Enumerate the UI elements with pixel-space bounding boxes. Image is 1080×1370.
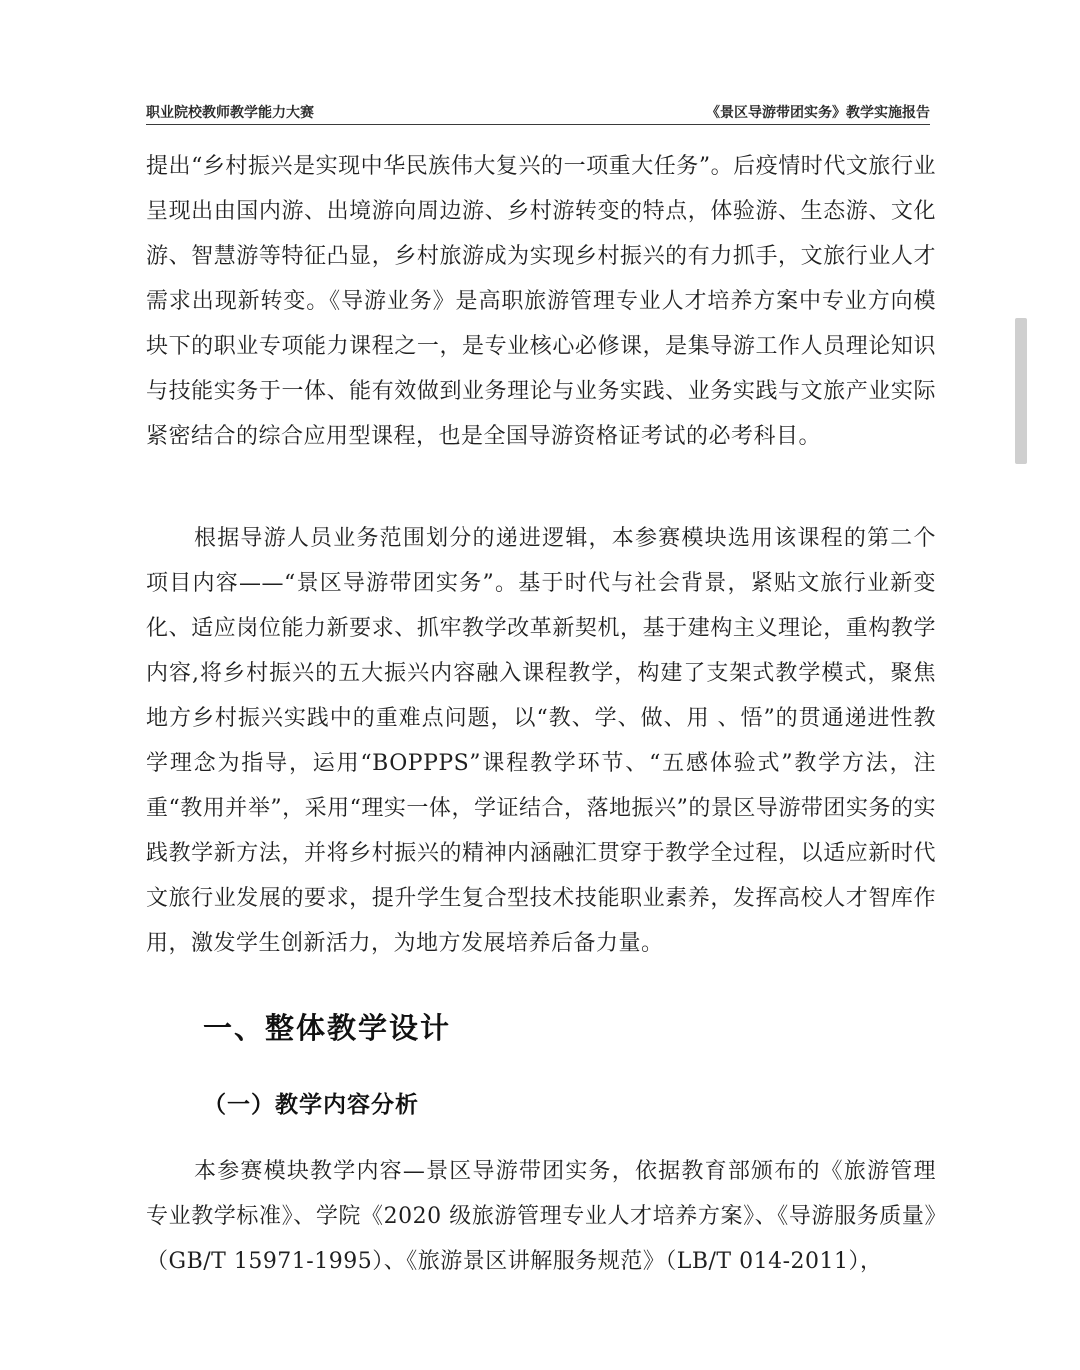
header-competition-title: 职业院校教师教学能力大赛 — [146, 105, 314, 121]
scrollbar-thumb[interactable] — [1015, 318, 1027, 464]
paragraph-module-selection: 根据导游人员业务范围划分的递进逻辑，本参赛模块选用该课程的第二个项目内容——“景区导游带团实务”。基于时代与社会背景，紧贴文旅行业新变化、适应岗位能力新要求、抓牢教学改革新契机，基于建构主义理论，重构教学内容,将乡村振兴的五大振兴内容融入课程教学，构建了支架式教学模式，聚焦地方乡村振兴实践中的重难点问题，以“教、学、做、用 、悟”的贯通递进性教学理念为指导，运用“BOPPPS”课程教学环节、“五感体验式”教学方法，注重“教用并举”，采用“理实一体，学证结合，落地振兴”的景区导游带团实务的实践教学新方法，并将乡村振兴的精神内涵融汇贯穿于教学全过程，以适应新时代文旅行业发展的要求，提升学生复合型技术技能职业素养，发挥高校人才智库作用，激发学生创新活力，为地方发展培养后备力量。 — [146, 526, 936, 956]
paragraph-content-analysis: 本参赛模块教学内容—景区导游带团实务，依据教育部颁布的《旅游管理专业教学标准》、学院《2020 级旅游管理专业人才培养方案》、《导游服务质量》（GB/T 15971-1995）、《旅游景区讲解服务规范》（LB/T 014-2011）， — [146, 1159, 936, 1274]
section-heading-overall-design: 一、整体教学设计 — [203, 1011, 452, 1045]
header-report-title: 《景区导游带团实务》教学实施报告 — [706, 105, 930, 121]
page-header — [146, 100, 930, 125]
subsection-heading-content-analysis: （一）教学内容分析 — [203, 1092, 419, 1118]
paragraph-background: 提出“乡村振兴是实现中华民族伟大复兴的一项重大任务”。后疫情时代文旅行业呈现出由国内游、出境游向周边游、乡村游转变的特点，体验游、生态游、文化游、智慧游等特征凸显，乡村旅游成为实现乡村振兴的有力抓手，文旅行业人才需求出现新转变。《导游业务》是高职旅游管理专业人才培养方案中专业方向模块下的职业专项能力课程之一，是专业核心必修课，是集导游工作人员理论知识与技能实务于一体、能有效做到业务理论与业务实践、业务实践与文旅产业实际紧密结合的综合应用型课程，也是全国导游资格证考试的必考科目。 — [146, 154, 936, 449]
